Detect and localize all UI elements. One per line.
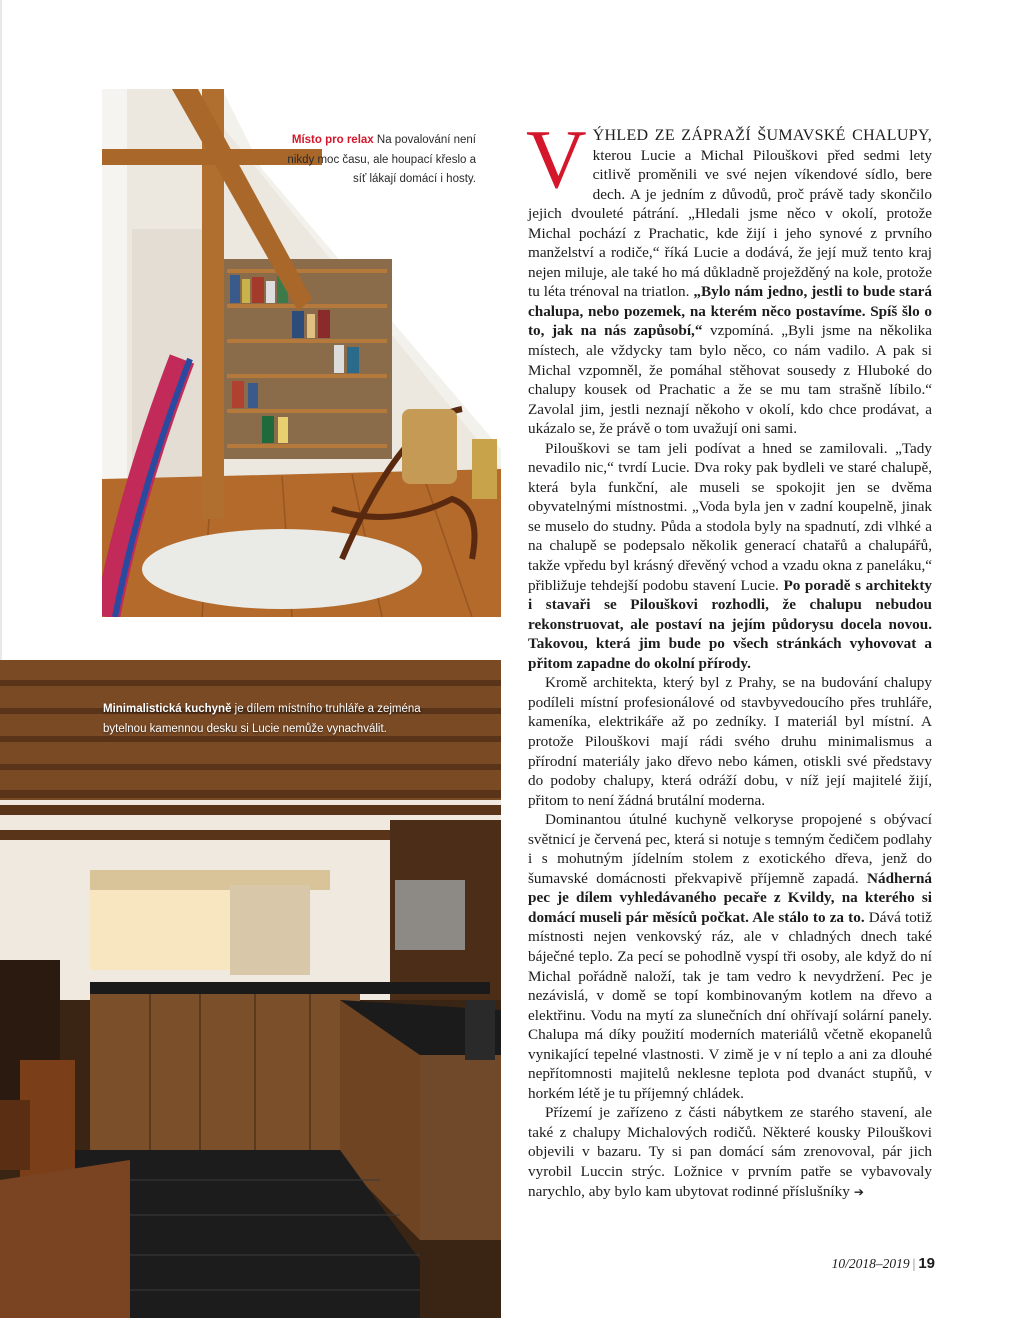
article-highlight: Nádherná pec je dílem vyhledávaného pecaře z Kvildy, na kterého si domácí museli pár měsíců počkat. Ale stálo to za to.: [528, 869, 932, 926]
page-edge: [0, 0, 2, 660]
relax-caption-lead: Místo pro relax: [291, 134, 374, 146]
drop-cap: V: [526, 113, 587, 206]
continue-arrow-icon: ➔: [853, 1184, 864, 1199]
kitchen-caption: [103, 700, 463, 739]
article-text: Dává totiž místnosti nejen venkovský ráz, ale v chladných dnech také báječné teplo. Za pecí se pohodlně vyspí tři osoby, ale když do ní Michal pořádně naloží, tak je tam vedro k nevydržení. Pec je nezávislá, v domě se topí kombinovaným kotlem na dřevo a elektřinu. Vodu na mytí za slunečních dní ohřívají solární panely. Chalupa má díky použití moderních materiálů včetně ekopanelů vynikající tepelné vlastnosti. V zimě je v ní teplo a ani za dlouhé nepřítomnosti majitelů neklesne teplota pod dvanáct stupňů, v horkém létě je tu příjemný chládek.: [528, 908, 932, 1102]
article-text: kterou Lucie a Michal Pilouškovi před sedmi lety citlivě proměnili ve své nejen víkendové sídlo, bere dech. A je jedním z důvodů, proč právě tady skončilo jejich dvouleté pátrání. „Hledali jsme něco v okolí, protože Michal pochází z Prachatic, kde žijí i jeho synové z prvního manželství a rodiče,“ říká Lucie a dodává, že její muž tento kraj nejen miluje, ale také ho má důkladně proježděný na kole, protože tu léta trénoval na triatlon.: [528, 146, 932, 301]
article-text: Přízemí je zařízeno z části nábytkem ze starého stavení, ale také z chalupy Michalových rodičů. Některé kousky Pilouškovi objevili v bazaru. Ty si pan domácí sám zrenovoval, pár jich vyrobil Luccin strýc. Ložnice v prvním patře se vybavovaly narychlo, aby bylo kam ubytovat rodinné příslušníky: [528, 1104, 932, 1200]
page-number: 19: [918, 1255, 935, 1272]
kitchen-caption-text: je dílem místního truhláře a zejména bytelnou kamennou desku si Lucie nemůže vynachválit.: [103, 703, 421, 735]
article-highlight: „Bylo nám jedno, jestli to bude stará chalupa, nebo pozemek, na kterém něco postavíme. Spíš šlo o to, jak na nás zapůsobí,“: [528, 283, 932, 340]
article-lead: ÝHLED ZE ZÁPRAŽÍ ŠUMAVSKÉ CHALUPY,: [592, 127, 932, 144]
article-paragraph-2: [528, 439, 932, 674]
relax-caption: [276, 131, 476, 190]
issue-label: 10/2018–2019: [831, 1256, 910, 1271]
article-paragraph-1: [526, 113, 933, 439]
article-paragraph-5: [528, 1103, 932, 1202]
relax-caption-text: Na povalování není nikdy moc času, ale houpací křeslo a síť lákají domácí i hosty.: [287, 134, 476, 185]
folio-separator: |: [912, 1256, 916, 1271]
article-paragraph-4: [528, 810, 932, 1103]
article-paragraph-3: Kromě architekta, který byl z Prahy, se na budování chalupy podíleli místní profesionálové od stavbyvedoucího přes truhláře, kameníka, elektrikáře až po zedníky. I materiál byl místní. A protože Pilouškovi mají rádi svého druhu minimalismus a přírodní materiály jako dřevo nebo kámen, otiskli své představy do podoby chalupy, která odráží dobu, v níž její majitelé žijí, přitom to není žádná brutální moderna.: [528, 674, 932, 809]
article-body: [526, 113, 933, 1202]
page-folio: [760, 1255, 935, 1272]
article-text: vzpomíná. „Byli jsme na několika místech, ale vždycky tam bylo něco, co nám vadilo. A pak si Michal vzpomněl, že pomáhal stěhovat sousedy z Hluboké do chalupy kousek od Prachatic a že se mu tam strašně líbilo.“ Zavolal jim, jestli neznají někoho v okolí, kdo chce prodávat, a ukázalo se, že právě o tom uvažují oni sami.: [528, 322, 933, 438]
article-highlight: Po poradě s architekty i stavaři se Pilouškovi rozhodli, že chalupu nebudou rekonstruovat, ale postaví na jejím půdorysu docela novou. Takovou, která jim bude po všech stránkách vyhovovat a přitom zapadne do okolní přírody.: [528, 576, 932, 672]
kitchen-caption-lead: Minimalistická kuchyně: [103, 703, 232, 715]
kitchen-photo: [0, 660, 501, 1318]
article-text: Pilouškovi se tam jeli podívat a hned se zamilovali. „Tady nevadilo nic,“ tvrdí Lucie. Dva roky pak bydleli ve staré chalupě, která byla funkční, ale museli se spokojit jen se dvěma obyvatelnými místnostmi. „Voda byla jen v zadní koupelně, jinak se muselo do studny. Půda a stodola byly na spadnutí, zdi vlhké a na chalupě se podepsalo několik generací chatařů a chalupářů, takže vpředu byl krásný dřevěný vchod a vzadu okna z paneláku,“ přibližuje tehdejší podobu stavení Lucie.: [528, 439, 932, 594]
article-text: Dominantou útulné kuchyně velkoryse propojené s obývací světnicí je červená pec, která si notuje s temným čedičem podlahy i s mohutným jídelním stolem z exotického dřeva, jenž do šumavské domácnosti překvapivě příjemně zapadá.: [528, 811, 932, 887]
